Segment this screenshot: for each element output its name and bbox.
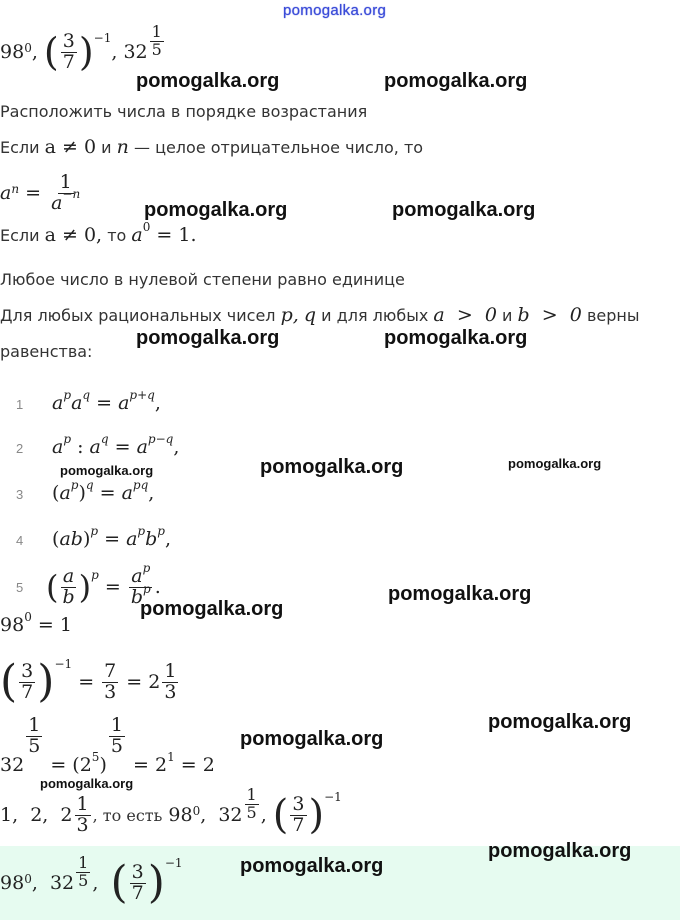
solution-step-1: $98^0 = 1$ bbox=[0, 610, 72, 636]
watermark: pomogalka.org bbox=[384, 70, 528, 92]
rule-zero-text: Любое число в нулевой степени равно единице bbox=[0, 270, 405, 289]
task-instruction: Расположить числа в порядке возрастания bbox=[0, 102, 368, 121]
rule-negative-exponent: Если a ≠ 0 и n — целое отрицательное число, то bbox=[0, 136, 424, 158]
watermark: pomogalka.org bbox=[240, 855, 384, 877]
watermark: pomogalka.org bbox=[40, 776, 134, 791]
identity-2: 2 $a^p$ : $a^q = a^{p-q}$, bbox=[16, 432, 180, 458]
order-line: 1, 2, 2 $\frac{1}{3}$ , то есть 98 0 , 32 $\frac{1}{5}$ , ( $\frac{3}{7}$ ) −1 bbox=[0, 784, 342, 838]
watermark: pomogalka.org bbox=[136, 70, 280, 92]
watermark: pomogalka.org bbox=[488, 840, 632, 862]
watermark: pomogalka.org bbox=[260, 456, 404, 478]
watermark: pomogalka.org bbox=[136, 327, 280, 349]
solution-step-3: 32 $\frac{1}{5}$ = $(2^5)$ $\frac{1}{5}$ = $2^1 = 2$ bbox=[0, 714, 215, 776]
watermark: pomogalka.org bbox=[388, 583, 532, 605]
identity-3: 3 $(a^p)^q = a^{pq}$, bbox=[16, 478, 155, 504]
watermark: pomogalka.org bbox=[384, 327, 528, 349]
solution-step-2: ( $\frac{3}{7}$ ) −1 = $\frac{7}{3}$ = 2 $\frac{1}{3}$ bbox=[0, 656, 177, 707]
watermark-top: pomogalka.org bbox=[283, 2, 387, 19]
identity-1: 1 $a^pa^q = a^{p+q}$, bbox=[16, 388, 161, 414]
watermark: pomogalka.org bbox=[240, 728, 384, 750]
watermark: pomogalka.org bbox=[60, 463, 154, 478]
watermark: pomogalka.org bbox=[508, 456, 602, 471]
watermark: pomogalka.org bbox=[488, 711, 632, 733]
task-expression: 98 0 , ( $\frac{3}{7}$ ) −1 , 32 $\frac{1}{5}$ bbox=[0, 21, 162, 74]
identity-4: 4 $(ab)^p = a^pb^p$, bbox=[16, 524, 171, 550]
rule-zero-exponent: Если a ≠ 0, то $a^0 = 1$. bbox=[0, 220, 197, 246]
formula-negative-exponent: a n = $\frac{1}{a^{-n}}$ bbox=[0, 170, 81, 214]
identity-5: 5 ( $\frac{a}{b}$ ) p = $\frac{a^p}{b^p}$ . bbox=[16, 560, 161, 608]
watermark: pomogalka.org bbox=[392, 199, 536, 221]
watermark: pomogalka.org bbox=[144, 199, 288, 221]
answer-expression: 98 0 , 32 $\frac{1}{5}$ , ( $\frac{3}{7}$ ) −1 bbox=[0, 852, 183, 908]
rule-rational-exponents-line2: равенства: bbox=[0, 342, 93, 361]
watermark: pomogalka.org bbox=[140, 598, 284, 620]
rule-rational-exponents: Для любых рациональных чисел p, q и для любых a > 0 и b > 0 верны bbox=[0, 304, 640, 326]
